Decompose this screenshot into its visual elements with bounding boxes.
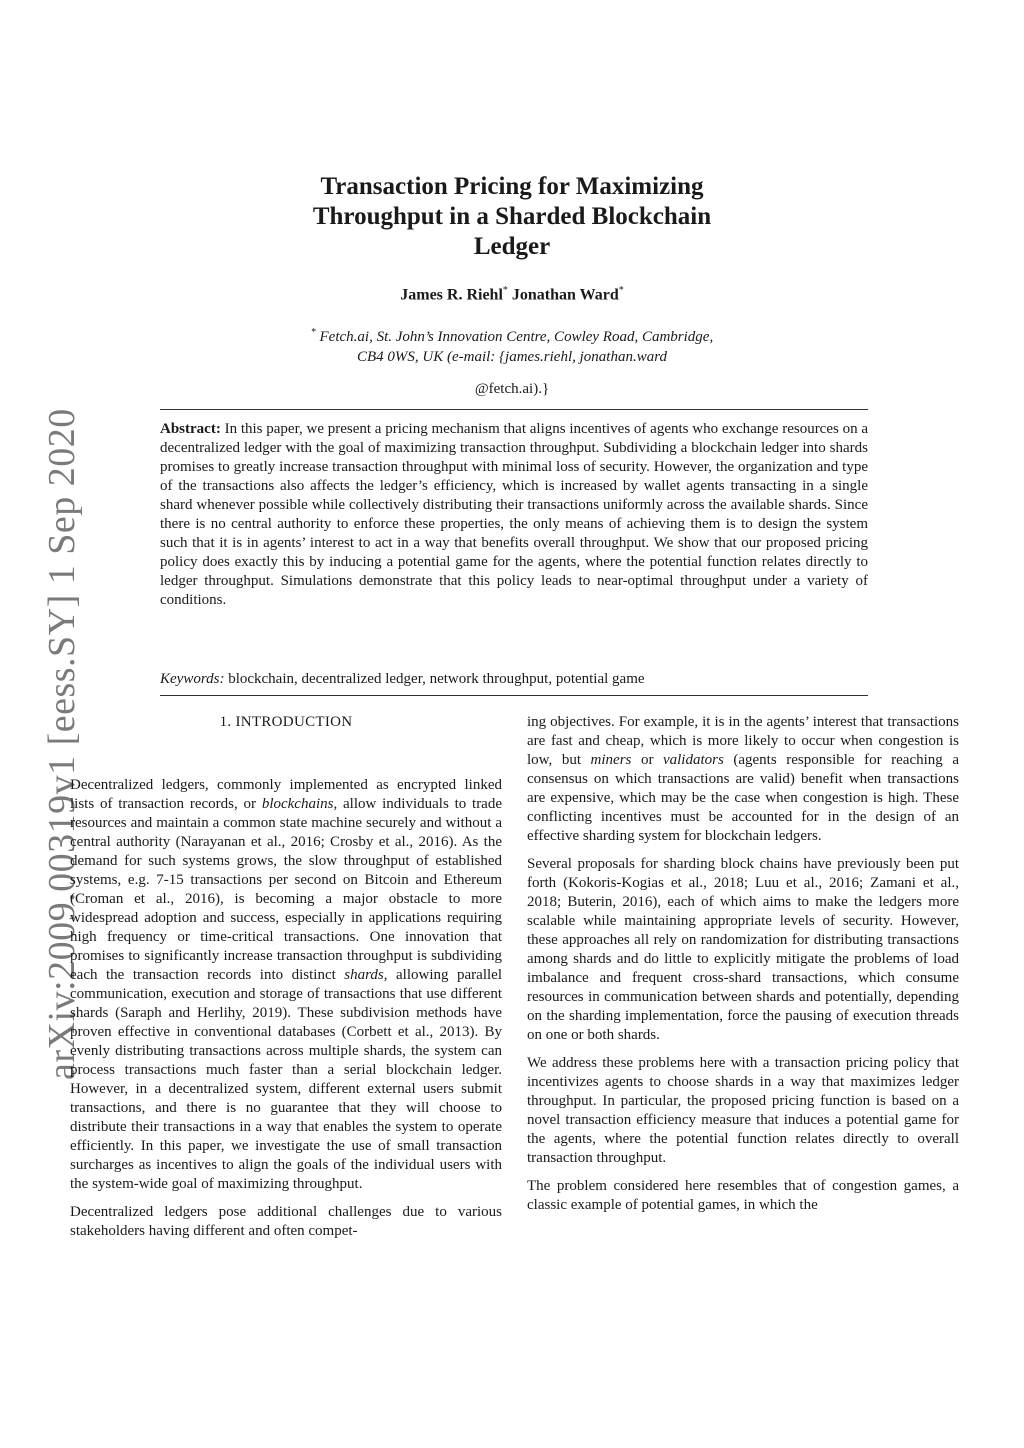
author-1-mark: * bbox=[502, 285, 508, 296]
left-paragraph-1 bbox=[70, 776, 502, 1194]
right-column bbox=[527, 713, 959, 1215]
section-heading: 1. INTRODUCTION bbox=[219, 714, 353, 730]
keywords-text: blockchain, decentralized ledger, network throughput, potential game bbox=[228, 671, 645, 687]
left-paragraph-2: Decentralized ledgers pose additional challenges due to various stakeholders having different and often compet- bbox=[70, 1204, 502, 1239]
affiliation-mark: * bbox=[310, 327, 316, 338]
title-line-2: Throughput in a Sharded Blockchain bbox=[312, 203, 712, 230]
left-p1-e: , allowing parallel communication, execution and storage of transactions that use different shards (Saraph and Herlihy, 2019). These subdivision methods have proven effective in conventional databases (Corbett et al., 2013). By evenly distributing transactions across multiple shards, the system can process transactions much faster than a serial blockchain ledger. However, in a decentralized system, different external users submit transactions, and there is no guarantee that they will choose to distribute their transactions in a way that enables the system to operate efficiently. In this paper, we investigate the use of small transaction surcharges as incentives to align the goals of the individual users with the system-wide goal of maximizing throughput. bbox=[70, 967, 502, 1192]
abstract-top-rule bbox=[160, 409, 868, 410]
left-p1-term-blockchains: blockchains bbox=[261, 796, 334, 812]
affiliation-line-3: @fetch.ai).} bbox=[474, 381, 550, 397]
left-p1-a: Decentralized ledgers, commonly implemented as encrypted linked lists of transaction records, or bbox=[70, 777, 502, 812]
right-paragraph-1 bbox=[527, 713, 959, 846]
left-p1-c: , allow individuals to trade resources and maintain a common state machine securely and without a central authority (Narayanan et al., 2016; Crosby et al., 2016). As the demand for such systems grows, the slow throughput of established systems, e.g. 7-15 transactions per second on Bitcoin and Ethereum (Croman et al., 2016), is becoming a major obstacle to more widespread adoption and success, especially in applications requiring high frequency or time-critical transactions. One innovation that promises to significantly increase transaction throughput is subdividing each the transaction records into distinct bbox=[70, 796, 503, 983]
title-line-1: Transaction Pricing for Maximizing bbox=[320, 173, 704, 200]
abstract-label: Abstract: bbox=[160, 421, 221, 437]
right-p1-term-validators: validators bbox=[662, 752, 724, 768]
keywords-bottom-rule bbox=[160, 695, 868, 696]
right-p1-e: (agents responsible for reaching a consensus on which transactions are valid) benefit when transactions are expensive, which may be the case when congestion is high. These conflicting incentives must be accounted for in the design of an effective sharding system for blockchain ledgers. bbox=[527, 752, 959, 844]
affiliation-line-1-text: Fetch.ai, St. John’s Innovation Centre, Cowley Road, Cambridge, bbox=[319, 329, 714, 345]
paper-title bbox=[180, 172, 844, 262]
author-1: James R. Riehl bbox=[400, 286, 503, 304]
keywords bbox=[160, 671, 868, 688]
author-2-mark: * bbox=[618, 285, 624, 296]
left-p1-term-shards: shards bbox=[344, 967, 384, 983]
affiliation bbox=[180, 323, 844, 399]
abstract bbox=[160, 420, 868, 610]
right-paragraph-4: The problem considered here resembles that of congestion games, a classic example of potential games, in which the bbox=[527, 1178, 959, 1213]
right-p1-term-miners: miners bbox=[590, 752, 632, 768]
affiliation-line-2: CB4 0WS, UK (e-mail: {james.riehl, jonathan.ward bbox=[356, 349, 667, 365]
right-paragraph-3: We address these problems here with a transaction pricing policy that incentivizes agents to choose shards in a way that maximizes ledger throughput. In particular, the proposed pricing function is based on a novel transaction efficiency measure that induces a potential game for the agents, where the potential function relates directly to overall transaction throughput. bbox=[527, 1055, 959, 1166]
right-p1-a: ing objectives. For example, it is in the agents’ interest that transactions are fast and cheap, which is more likely to occur when congestion is low, but bbox=[527, 714, 959, 768]
affiliation-line-1 bbox=[180, 323, 844, 347]
right-p1-c: or bbox=[631, 752, 663, 768]
right-paragraph-2: Several proposals for sharding block chains have previously been put forth (Kokoris-Kogias et al., 2018; Luu et al., 2016; Zamani et al., 2018; Buterin, 2016), each of which aims to make the ledgers more scalable while maintaining appropriate levels of security. However, these approaches all rely on randomization for distributing transactions among shards and do little to explicitly mitigate the problems of load imbalance and frequent cross-shard transactions, which consume resources in communication between shards and potentially, depending on the sharding implementation, force the pausing of execution threads on one or both shards. bbox=[527, 856, 959, 1043]
abstract-text: In this paper, we present a pricing mechanism that aligns incentives of agents who exchange resources on a decentralized ledger with the goal of maximizing transaction throughput. Subdividing a blockchain ledger into shards promises to greatly increase transaction throughput with minimal loss of security. However, the organization and type of the transactions also affects the ledger’s efficiency, which is increased by wallet agents transacting in a single shard whenever possible while collectively distributing their transactions uniformly across the available shards. Since there is no central authority to enforce these properties, the only means of achieving them is to design the system such that it is in agents’ interest to act in a way that benefits overall throughput. We show that our proposed pricing policy does exactly this by inducing a potential game for the agents, where the potential function relates directly to ledger throughput. Simulations demonstrate that this policy leads to near-optimal throughput under a variety of conditions. bbox=[160, 421, 869, 608]
keywords-label: Keywords: bbox=[160, 671, 225, 687]
author-2: Jonathan Ward bbox=[511, 286, 619, 304]
author-list bbox=[180, 285, 844, 304]
left-column bbox=[70, 713, 502, 1241]
arxiv-side-stamp: arXiv:2009.00319v1 [eess.SY] 1 Sep 2020 bbox=[41, 408, 83, 1080]
title-line-3: Ledger bbox=[473, 233, 551, 260]
